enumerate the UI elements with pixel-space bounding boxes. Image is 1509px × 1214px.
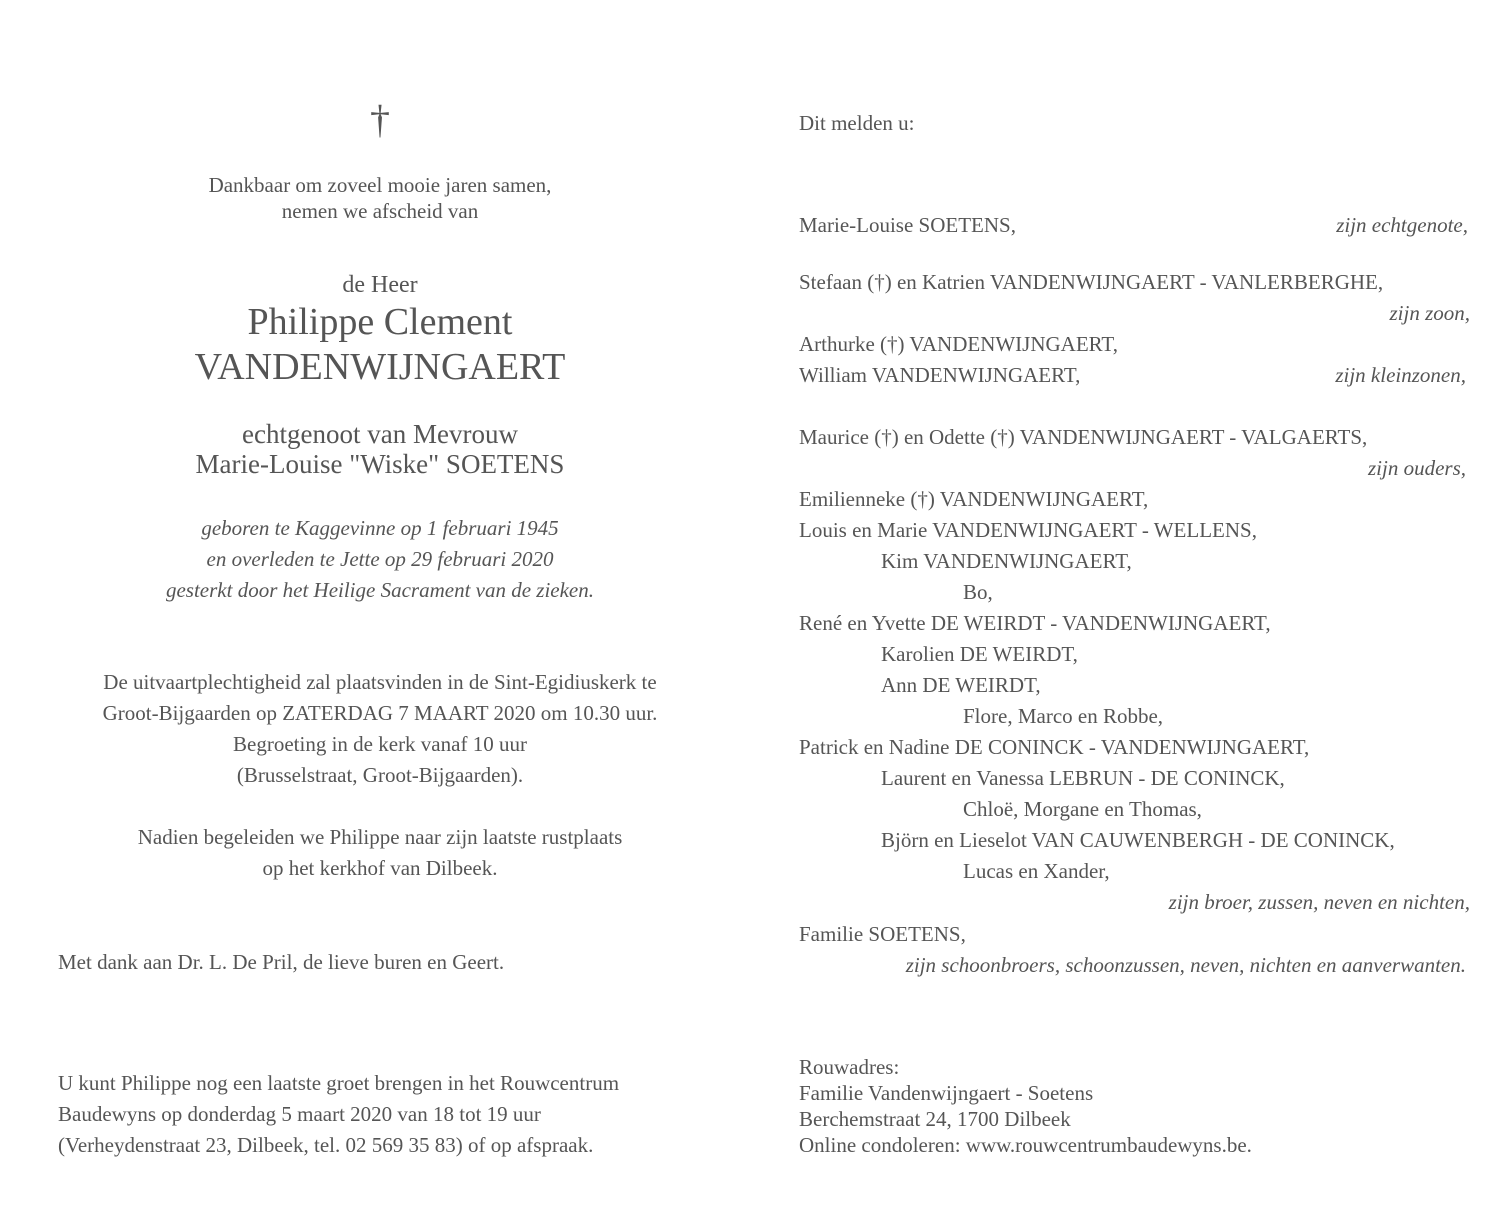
life-dates: [0, 513, 760, 606]
funeral-info: [0, 667, 760, 791]
address-line: Online condoleren: www.rouwcentrumbaudewyns.be.: [799, 1133, 1252, 1157]
family-member: Kim VANDENWIJNGAERT,: [881, 549, 1132, 573]
intro-text: [0, 172, 760, 224]
announce-text: Dit melden u:: [799, 111, 915, 135]
intro-line: Dankbaar om zoveel mooie jaren samen,: [208, 173, 552, 197]
cross-icon: †: [370, 97, 390, 142]
family-member: Lucas en Xander,: [963, 859, 1110, 883]
family-member: Patrick en Nadine DE CONINCK - VANDENWIJNGAERT,: [799, 735, 1310, 759]
relation-label: zijn schoonbroers, schoonzussen, neven, nichten en aanverwanten.: [905, 953, 1466, 977]
family-member: William VANDENWIJNGAERT,: [799, 363, 1081, 387]
family-member: Karolien DE WEIRDT,: [881, 642, 1078, 666]
address-block: [799, 1054, 1252, 1158]
burial-line: op het kerkhof van Dilbeek.: [262, 856, 498, 880]
burial-info: [0, 822, 760, 884]
funeral-line: (Brusselstraat, Groot-Bijgaarden).: [236, 763, 524, 787]
date-line: geboren te Kaggevinne op 1 februari 1945: [201, 516, 559, 540]
relation-label: zijn echtgenote,: [1336, 213, 1468, 237]
address-line: Berchemstraat 24, 1700 Dilbeek: [799, 1107, 1071, 1131]
family-member: René en Yvette DE WEIRDT - VANDENWIJNGAERT,: [799, 611, 1271, 635]
funeral-line: Begroeting in de kerk vanaf 10 uur: [233, 732, 527, 756]
family-member: Arthurke (†) VANDENWIJNGAERT,: [799, 332, 1118, 356]
right-page: [790, 0, 1490, 1214]
family-member: Ann DE WEIRDT,: [881, 673, 1041, 697]
family-member: Emilienneke (†) VANDENWIJNGAERT,: [799, 487, 1149, 511]
relation-label: zijn zoon,: [1389, 301, 1470, 325]
address-line: Familie Vandenwijngaert - Soetens: [799, 1081, 1094, 1105]
family-member: Stefaan (†) en Katrien VANDENWIJNGAERT - VANLERBERGHE,: [799, 270, 1384, 294]
family-member: Bo,: [963, 580, 993, 604]
family-member: Familie SOETENS,: [799, 922, 966, 946]
visit-line: (Verheydenstraat 23, Dilbeek, tel. 02 569 35 83) of op afspraak.: [58, 1133, 594, 1157]
family-member: Laurent en Vanessa LEBRUN - DE CONINCK,: [881, 766, 1285, 790]
date-line: en overleden te Jette op 29 februari 2020: [206, 547, 554, 571]
deceased-first-names: Philippe Clement: [247, 301, 513, 343]
address-heading: Rouwadres:: [799, 1055, 900, 1079]
funeral-line: Groot-Bijgaarden op ZATERDAG 7 MAART 2020 om 10.30 uur.: [102, 701, 658, 725]
visit-line: Baudewyns op donderdag 5 maart 2020 van 18 tot 19 uur: [58, 1102, 541, 1126]
family-member: Louis en Marie VANDENWIJNGAERT - WELLENS,: [799, 518, 1257, 542]
relation-label: zijn broer, zussen, neven en nichten,: [1168, 890, 1470, 914]
date-line: gesterkt door het Heilige Sacrament van de zieken.: [165, 578, 595, 602]
relation-label: zijn kleinzonen,: [1335, 363, 1466, 387]
burial-line: Nadien begeleiden we Philippe naar zijn laatste rustplaats: [137, 825, 623, 849]
funeral-line: De uitvaartplechtigheid zal plaatsvinden in de Sint-Egidiuskerk te: [103, 670, 657, 694]
family-member: Maurice (†) en Odette (†) VANDENWIJNGAERT - VALGAERTS,: [799, 425, 1368, 449]
visit-line: U kunt Philippe nog een laatste groet brengen in het Rouwcentrum: [58, 1071, 620, 1095]
deceased-surname: VANDENWIJNGAERT: [194, 346, 566, 388]
deceased-title: de Heer: [342, 272, 418, 298]
family-member: Björn en Lieselot VAN CAUWENBERGH - DE CONINCK,: [881, 828, 1395, 852]
visit-info: [58, 1068, 619, 1161]
intro-line: nemen we afscheid van: [281, 199, 479, 223]
relation-label: zijn ouders,: [1367, 456, 1466, 480]
spouse-intro: echtgenoot van Mevrouw: [242, 419, 518, 449]
family-member: Flore, Marco en Robbe,: [963, 704, 1164, 728]
family-member: Chloë, Morgane en Thomas,: [963, 797, 1202, 821]
spouse-name: Marie-Louise "Wiske" SOETENS: [195, 449, 565, 479]
family-member: Marie-Louise SOETENS,: [799, 213, 1016, 237]
thanks-text: Met dank aan Dr. L. De Pril, de lieve buren en Geert.: [58, 950, 505, 974]
